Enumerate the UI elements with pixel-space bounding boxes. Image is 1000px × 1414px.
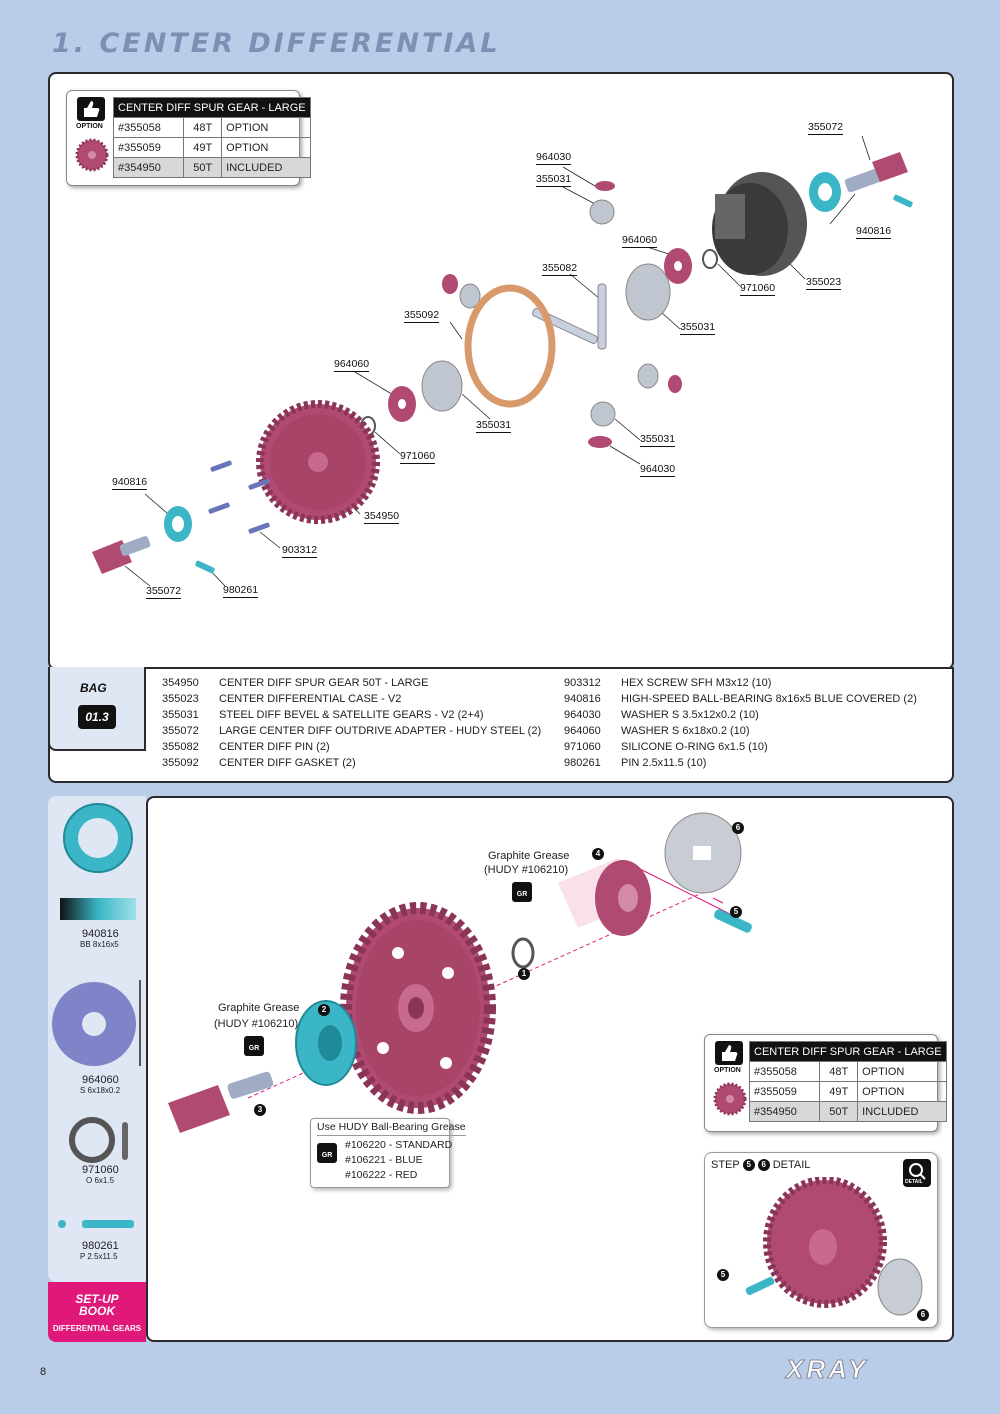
grease-note-2: (HUDY #106210) — [214, 1018, 299, 1030]
thumbs-up-icon — [77, 97, 105, 121]
table-cell: INCLUDED — [858, 1102, 946, 1122]
callout-label: 355082 — [542, 262, 578, 274]
callout-label: 355072 — [808, 121, 844, 133]
page-number: 8 — [40, 1366, 47, 1378]
callout-label: 355031 — [680, 321, 716, 333]
grease-note-1: (HUDY #106210) — [484, 864, 569, 876]
table-cell: 49T — [820, 1082, 858, 1102]
step-number-6: 6 — [758, 1159, 770, 1171]
step-number-5: 5 — [717, 1269, 729, 1281]
callout-label: 980261 — [223, 584, 259, 596]
table-row — [750, 1102, 947, 1122]
table-row — [114, 118, 311, 138]
callout-label: 964060 — [622, 234, 658, 246]
side-parts-panel — [48, 796, 146, 1282]
table-cell: OPTION — [222, 118, 310, 138]
callout-label: 971060 — [400, 450, 436, 462]
table-cell: 48T — [820, 1062, 858, 1082]
option-table — [113, 97, 311, 178]
callout-label: 354950 — [364, 510, 400, 522]
grease-icon: GR — [244, 1036, 264, 1056]
list-item: 940816 HIGH-SPEED BALL-BEARING 8x16x5 BLUE COVERED (2) — [564, 693, 917, 705]
gear-icon — [75, 135, 109, 175]
setup-book-title: BOOK — [79, 1304, 115, 1318]
table-row — [114, 138, 311, 158]
table-cell: #354950 — [114, 158, 184, 178]
table-cell: #355059 — [114, 138, 184, 158]
step-number-5: 5 — [743, 1159, 755, 1171]
assembly-panel — [146, 796, 954, 1342]
table-cell: #355059 — [750, 1082, 820, 1102]
bearing-grease-note — [310, 1118, 466, 1188]
table-cell: OPTION — [222, 138, 310, 158]
grease-icon: GR — [512, 882, 532, 902]
callout-label: 355023 — [806, 276, 842, 288]
list-item: 964060 WASHER S 6x18x0.2 (10) — [564, 725, 750, 737]
callout-label: 940816 — [112, 476, 148, 488]
grease-icon: GR — [317, 1143, 337, 1163]
option-label: OPTION — [76, 123, 103, 130]
side-part-code: 964060 — [82, 1074, 119, 1086]
callout-label: 964030 — [640, 463, 676, 475]
page-title: 1. CENTER DIFFERENTIAL — [52, 28, 501, 59]
bearing-grease-title: Use HUDY Ball-Bearing Grease — [317, 1121, 466, 1136]
bag-box — [48, 667, 146, 751]
option-table — [749, 1041, 947, 1122]
callout-label: 940816 — [856, 225, 892, 237]
option-table-header: CENTER DIFF SPUR GEAR - LARGE — [114, 98, 311, 118]
callout-label: 971060 — [740, 282, 776, 294]
side-part-size: BB 8x16x5 — [80, 940, 119, 949]
detail-drawing — [705, 1177, 939, 1327]
parts-list-right — [564, 675, 917, 771]
table-cell: #355058 — [114, 118, 184, 138]
callout-label: 355031 — [476, 419, 512, 431]
callout-label: 964030 — [536, 151, 572, 163]
brand-logo: XRAY — [786, 1354, 869, 1384]
detail-title-prefix: STEP — [711, 1159, 740, 1171]
table-row — [750, 1082, 947, 1102]
list-item: 355082 CENTER DIFF PIN (2) — [162, 741, 330, 753]
setup-book-badge[interactable] — [48, 1282, 146, 1342]
thumbs-up-icon — [715, 1041, 743, 1065]
side-part-size: P 2.5x11.5 — [80, 1252, 118, 1261]
step-number-6: 6 — [917, 1309, 929, 1321]
list-item: 355023 CENTER DIFFERENTIAL CASE - V2 — [162, 693, 402, 705]
step-number-4: 4 — [592, 848, 604, 860]
step-number-3: 3 — [254, 1104, 266, 1116]
bearing-grease-item: #106221 - BLUE — [345, 1154, 423, 1166]
option-table-bottom — [704, 1034, 942, 1132]
bearing-grease-item: #106222 - RED — [345, 1169, 418, 1181]
side-part-code: 940816 — [82, 928, 119, 940]
grease-note-1: Graphite Grease — [488, 850, 570, 862]
table-cell: 50T — [820, 1102, 858, 1122]
table-cell: #354950 — [750, 1102, 820, 1122]
list-item: 964030 WASHER S 3.5x12x0.2 (10) — [564, 709, 759, 721]
side-part-code: 971060 — [82, 1164, 119, 1176]
side-part-code: 980261 — [82, 1240, 119, 1252]
detail-icon-label: DETAIL — [905, 1179, 923, 1185]
list-item: 903312 HEX SCREW SFH M3x12 (10) — [564, 677, 772, 689]
table-row — [114, 158, 311, 178]
exploded-view-panel — [48, 72, 954, 670]
list-item: 355031 STEEL DIFF BEVEL & SATELLITE GEARS - V2 (2+4) — [162, 709, 484, 721]
table-cell: 49T — [184, 138, 222, 158]
parts-list-left — [162, 675, 541, 771]
step-detail-box — [704, 1152, 938, 1328]
setup-book-title: SET-UP — [75, 1292, 119, 1306]
table-row — [750, 1062, 947, 1082]
step-number-1: 1 — [518, 968, 530, 980]
table-cell: 50T — [184, 158, 222, 178]
table-cell: OPTION — [858, 1062, 946, 1082]
setup-book-subtitle: DIFFERENTIAL GEARS — [52, 1324, 142, 1333]
callout-label: 355031 — [640, 433, 676, 445]
option-table-header: CENTER DIFF SPUR GEAR - LARGE — [750, 1042, 947, 1062]
table-cell: #355058 — [750, 1062, 820, 1082]
step-number-5: 5 — [730, 906, 742, 918]
callout-label: 964060 — [334, 358, 370, 370]
detail-title — [711, 1159, 810, 1171]
parts-list-panel — [48, 667, 954, 783]
list-item: 355092 CENTER DIFF GASKET (2) — [162, 757, 356, 769]
list-item: 355072 LARGE CENTER DIFF OUTDRIVE ADAPTER - HUDY STEEL (2) — [162, 725, 542, 737]
table-cell: OPTION — [858, 1082, 946, 1102]
callout-label: 355092 — [404, 309, 440, 321]
step-number-2: 2 — [318, 1004, 330, 1016]
callout-label: 355031 — [536, 173, 572, 185]
side-part-size: O 6x1.5 — [86, 1176, 115, 1185]
gear-icon — [713, 1079, 747, 1119]
option-label: OPTION — [714, 1067, 741, 1074]
table-cell: 48T — [184, 118, 222, 138]
bag-label: BAG — [80, 681, 107, 695]
list-item: 980261 PIN 2.5x11.5 (10) — [564, 757, 707, 769]
detail-title-suffix: DETAIL — [772, 1159, 811, 1171]
bag-number: 01.3 — [78, 705, 116, 729]
grease-note-2: Graphite Grease — [218, 1002, 300, 1014]
bearing-grease-item: #106220 - STANDARD — [345, 1139, 453, 1151]
callout-label: 355072 — [146, 585, 182, 597]
callout-label: 903312 — [282, 544, 318, 556]
list-item: 971060 SILICONE O-RING 6x1.5 (10) — [564, 741, 768, 753]
side-part-size: S 6x18x0.2 — [80, 1086, 121, 1095]
option-table-top — [66, 90, 306, 186]
list-item: 354950 CENTER DIFF SPUR GEAR 50T - LARGE — [162, 677, 429, 689]
table-cell: INCLUDED — [222, 158, 310, 178]
step-number-6: 6 — [732, 822, 744, 834]
